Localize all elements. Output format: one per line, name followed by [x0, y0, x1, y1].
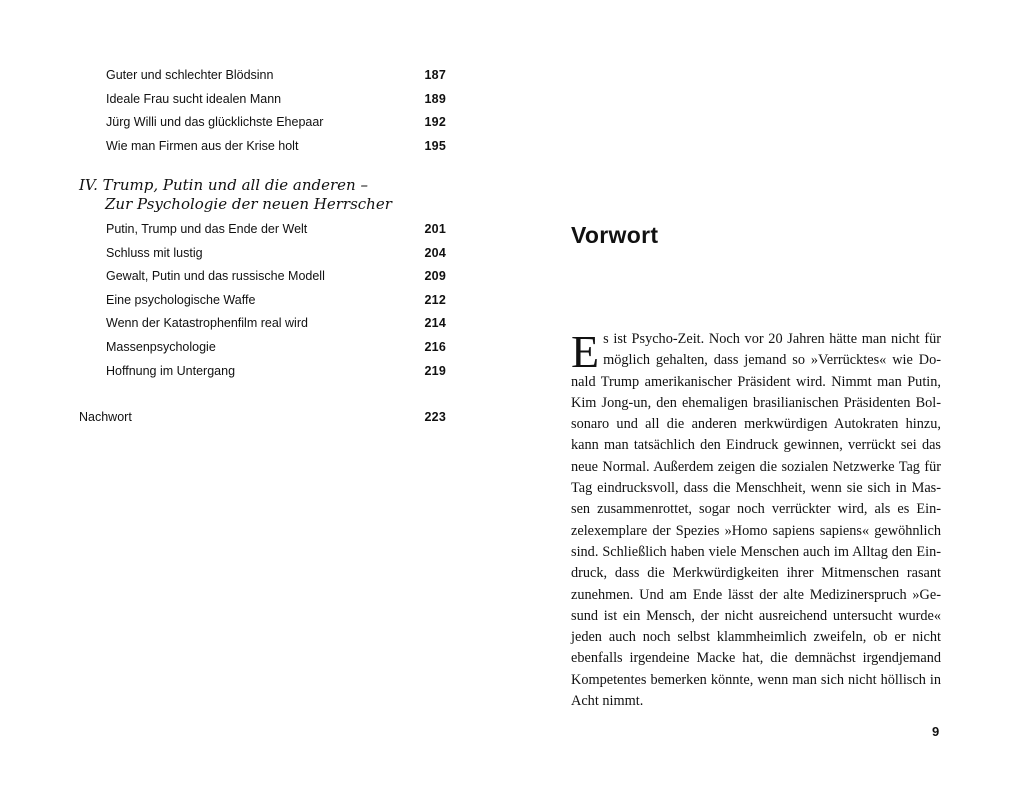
- body-paragraph: [571, 326, 941, 712]
- toc-entry[interactable]: [106, 265, 446, 289]
- toc-section-3-entries: [106, 64, 446, 158]
- toc-entry-page: 214: [424, 316, 446, 331]
- right-page: [510, 0, 1020, 812]
- body-text: s ist Psycho-Zeit. Noch vor 20 Jahren hätte man nicht für möglich gehalten, dass jemand so »Verrücktes« wie Donald Trump amerikanischer Präsident wird. Nimmt man Putin, Kim Jong-un, den ehemaligen brasilianischen Präsidenten Bolsonaro und all die anderen merkwürdigen Autokraten hinzu, kann man tatsächlich den Eindruck gewinnen, verrückt sei das neue Normal. Außerdem zeigen die sozialen Netzwerke Tag für Tag eindrucksvoll, dass die Menschheit, wenn sie sich in Massen zusammenrottet, sogar noch verrückter wird, als es Einzelexemplare der Spezies »Homo sapiens sapiens« gewöhnlich sind. Schließlich haben viele Menschen auch im Alltag den Eindruck, dass die Merkwürdigkeiten ihrer Mitmenschen rasant zunehmen. Und am Ende lässt der alte Medizinerspruch »Gesund ist ein Mensch, der nicht ausreichend untersucht wurde« jeden auch noch selbst klammheimlich zweifeln, ob er nicht ebenfalls irgendeine Macke hat, die demnächst irgendjemand Kompetentes bemerken könnte, wenn man sich nicht höllisch in Acht nimmt.: [571, 331, 941, 710]
- toc-entry[interactable]: [106, 64, 446, 88]
- chapter-heading-line-2: Zur Psychologie der neuen Herrscher: [105, 195, 392, 213]
- toc-entry[interactable]: [79, 406, 446, 430]
- toc-entry[interactable]: [106, 111, 446, 135]
- toc-entry-title: Schluss mit lustig: [106, 245, 203, 260]
- toc-entry-page: 192: [424, 115, 446, 130]
- toc-entry-title: Wenn der Katastrophenfilm real wird: [106, 316, 308, 331]
- toc-entry[interactable]: [106, 312, 446, 336]
- toc-entry[interactable]: [106, 360, 446, 384]
- toc-entry-title: Eine psychologische Waffe: [106, 292, 256, 307]
- toc-entry[interactable]: [106, 336, 446, 360]
- page-number: 9: [932, 724, 940, 739]
- toc-entry-title: Gewalt, Putin und das russische Modell: [106, 269, 325, 284]
- toc-entry-title: Wie man Firmen aus der Krise holt: [106, 138, 299, 153]
- toc-entry-page: 223: [424, 410, 446, 424]
- toc-entry-title: Ideale Frau sucht idealen Mann: [106, 91, 282, 106]
- page-title: Vorwort: [571, 222, 659, 248]
- toc-entry-title: Jürg Willi und das glücklichste Ehepaar: [106, 115, 324, 130]
- toc-entry-page: 195: [424, 138, 446, 153]
- toc-entry-title: Nachwort: [79, 410, 132, 424]
- toc-entry-title: Massenpsychologie: [106, 339, 216, 354]
- toc-entry-page: 216: [424, 339, 446, 354]
- drop-cap: E: [571, 326, 600, 377]
- toc-entry-page: 201: [424, 222, 446, 236]
- toc-entry-page: 204: [424, 245, 446, 260]
- chapter-heading-line-1: IV. Trump, Putin und all die anderen –: [79, 176, 368, 194]
- toc-entry[interactable]: [106, 88, 446, 112]
- toc-entry-page: 209: [424, 269, 446, 284]
- toc-entry-title: Putin, Trump und das Ende der Welt: [106, 222, 308, 236]
- toc-entry-page: 189: [424, 91, 446, 106]
- toc-nachwort: [79, 406, 446, 430]
- toc-entry-page: 212: [424, 292, 446, 307]
- toc-entry-title: Guter und schlechter Blödsinn: [106, 68, 274, 82]
- toc-chapter-heading[interactable]: [79, 176, 392, 214]
- toc-entry[interactable]: [106, 289, 446, 313]
- toc-entry[interactable]: [106, 135, 446, 159]
- toc-entry-page: 219: [424, 363, 446, 378]
- toc-entry-page: 187: [424, 68, 446, 82]
- toc-section-4-entries: [106, 218, 446, 383]
- toc-entry[interactable]: [106, 242, 446, 266]
- toc-entry-title: Hoffnung im Untergang: [106, 363, 236, 378]
- toc-entry[interactable]: [106, 218, 446, 242]
